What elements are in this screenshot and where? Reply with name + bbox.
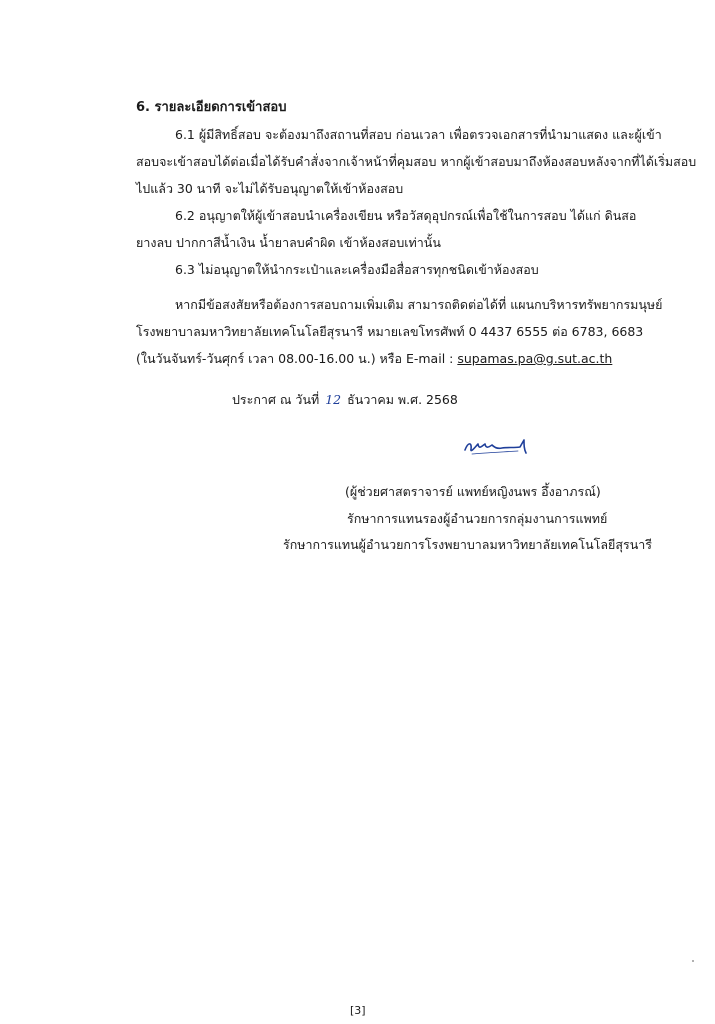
paragraph-6-1-line-2: สอบจะเข้าสอบได้ต่อเมื่อได้รับคำสั่งจากเจ้าหน้าที่คุมสอบ หากผู้เข้าสอบมาถึงห้องสอบหลังจากที่ได้เริ่มสอบ — [136, 154, 697, 169]
date-day-handwritten: 12 — [325, 392, 342, 407]
signatory-title-1: รักษาการแทนรองผู้อำนวยการกลุ่มงานการแพทย์ — [347, 511, 608, 526]
signatory-name: (ผู้ช่วยศาสตราจารย์ แพทย์หญิงนพร อึ้งอาภรณ์) — [345, 484, 601, 499]
paragraph-6-2-line-2: ยางลบ ปากกาสีน้ำเงิน น้ำยาลบคำผิด เข้าห้องสอบเท่านั้น — [136, 235, 441, 250]
paragraph-6-2-line-1: 6.2 อนุญาตให้ผู้เข้าสอบนำเครื่องเขียน หรือวัสดุอุปกรณ์เพื่อใช้ในการสอบ ได้แก่ ดินสอ — [175, 208, 637, 223]
signatory-title-2: รักษาการแทนผู้อำนวยการโรงพยาบาลมหาวิทยาลัยเทคโนโลยีสุรนารี — [283, 537, 652, 552]
contact-line-1: หากมีข้อสงสัยหรือต้องการสอบถามเพิ่มเติม สามารถติดต่อได้ที่ แผนกบริหารทรัพยากรมนุษย์ — [175, 297, 663, 312]
handwritten-signature — [462, 432, 540, 460]
contact-email-link[interactable]: supamas.pa@g.sut.ac.th — [457, 351, 613, 366]
date-suffix: ธันวาคม พ.ศ. 2568 — [347, 392, 458, 407]
date-prefix: ประกาศ ณ วันที่ — [232, 392, 320, 407]
paragraph-6-1-line-3: ไปแล้ว 30 นาที จะไม่ได้รับอนุญาตให้เข้าห้องสอบ — [136, 181, 404, 196]
page-number: [3] — [350, 1004, 366, 1017]
paragraph-6-1-line-1: 6.1 ผู้มีสิทธิ์สอบ จะต้องมาถึงสถานที่สอบ ก่อนเวลา เพื่อตรวจเอกสารที่นำมาแสดง และผู้เข้า — [175, 127, 662, 142]
section-heading: 6. รายละเอียดการเข้าสอบ — [136, 100, 287, 115]
paragraph-6-3: 6.3 ไม่อนุญาตให้นำกระเป๋าและเครื่องมือสื่อสารทุกชนิดเข้าห้องสอบ — [175, 262, 539, 277]
scan-speck — [692, 960, 694, 962]
contact-line-2: โรงพยาบาลมหาวิทยาลัยเทคโนโลยีสุรนารี หมายเลขโทรศัพท์ 0 4437 6555 ต่อ 6783, 6683 — [136, 324, 644, 339]
announcement-date — [232, 392, 458, 408]
contact-line-3 — [136, 351, 612, 367]
contact-hours-text: (ในวันจันทร์-วันศุกร์ เวลา 08.00-16.00 น.) หรือ E-mail : — [136, 351, 458, 366]
